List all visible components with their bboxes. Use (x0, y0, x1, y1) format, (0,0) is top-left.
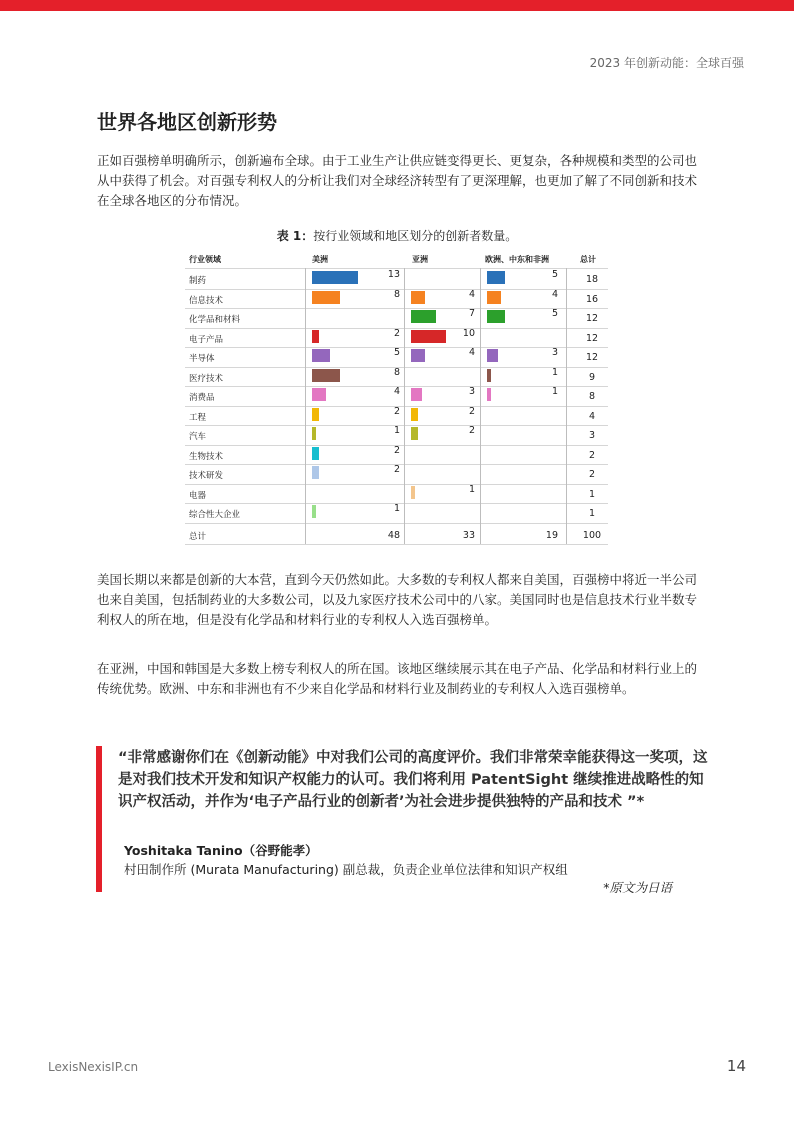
page-number: 14 (726, 1057, 746, 1075)
row-label: 汽车 (189, 432, 207, 442)
bar-emea (487, 271, 505, 284)
total-asia: 33 (462, 530, 475, 541)
bar-asia (411, 349, 425, 362)
quote-author: Yoshitaka Tanino（谷野能孝） (124, 843, 318, 858)
row-label: 生物技术 (189, 451, 224, 462)
value-asia: 3 (468, 386, 475, 397)
row-label: 半导体 (189, 354, 215, 364)
quote-note: *原文为日语 (603, 880, 672, 895)
column-divider (480, 268, 481, 544)
bar-asia (411, 486, 415, 499)
bar-americas (312, 505, 316, 518)
row-total: 12 (585, 313, 599, 324)
header-sector: 行业领域 (189, 255, 221, 264)
bar-americas (312, 408, 319, 421)
row-divider (185, 523, 608, 524)
total-americas: 48 (387, 530, 400, 541)
value-americas: 5 (393, 347, 400, 358)
bar-americas (312, 427, 316, 440)
bar-emea (487, 291, 501, 304)
value-americas: 8 (393, 288, 400, 300)
total-all: 100 (582, 530, 602, 541)
value-asia: 4 (468, 347, 475, 358)
row-label: 电器 (189, 490, 207, 501)
quote-text: “非常感谢你们在《创新动能》中对我们公司的高度评价。我们非常荣幸能获得这一奖项，这是对我们技术开发和知识产权能力的认可。我们将利用 PatentSight 继续推进战略性的知识产权活动，并作为‘电子产品行业的创新者’为社会进步提供独特的产品和技术 ”* (118, 750, 708, 810)
bar-americas (312, 330, 319, 343)
row-label: 技术研发 (189, 471, 224, 481)
bar-emea (487, 310, 505, 323)
value-asia: 2 (468, 425, 475, 436)
row-total: 12 (585, 352, 599, 363)
column-divider (566, 268, 567, 544)
intro-paragraph: 正如百强榜单明确所示，创新遍布全球。由于工业生产让供应链变得更长、更复杂，各种规模和类型的公司也从中获得了机会。对百强专利权人的分析让我们对全球经济转型有了更深理解，也更加了解了不同创新和技术在全球各地区的分布情况。 (97, 153, 698, 208)
asia-emea-paragraph: 在亚洲，中国和韩国是大多数上榜专利权人的所在国。该地区继续展示其在电子产品、化学品和材料行业上的传统优势。欧洲、中东和非洲也有不少来自化学品和材料行业及制药业的专利权人入选百强榜单。 (97, 661, 698, 696)
value-emea: 4 (551, 288, 558, 300)
bar-americas (312, 271, 358, 284)
row-total: 12 (585, 332, 599, 344)
row-label: 电子产品 (189, 334, 224, 345)
value-americas: 8 (393, 366, 400, 378)
table-title-label: 表 1： (276, 229, 314, 243)
row-total: 8 (588, 391, 596, 402)
row-label: 消费品 (189, 393, 215, 403)
table-title-text: 按行业领域和地区划分的创新者数量。 (313, 229, 518, 243)
quote-accent-bar (96, 746, 102, 892)
row-total: 2 (588, 469, 596, 480)
total-emea: 19 (545, 530, 558, 541)
row-label: 信息技术 (189, 295, 224, 306)
total-row-label: 总计 (189, 532, 207, 542)
row-total: 1 (588, 508, 596, 519)
column-divider (404, 268, 405, 544)
row-divider (185, 484, 608, 485)
bar-asia (411, 408, 418, 421)
value-americas: 4 (393, 386, 400, 397)
header-americas: 美洲 (312, 255, 328, 264)
report-title-header: 2023 年创新动能：全球百强 (589, 56, 744, 70)
section-title: 世界各地区创新形势 (97, 110, 277, 134)
value-emea: 1 (551, 366, 558, 378)
row-total: 1 (588, 488, 596, 500)
bar-asia (411, 291, 425, 304)
value-americas: 1 (393, 425, 400, 436)
bar-americas (312, 369, 340, 382)
row-label: 综合性大企业 (189, 510, 241, 520)
header-asia: 亚洲 (412, 255, 428, 264)
row-total: 9 (588, 371, 596, 383)
bar-asia (411, 310, 436, 323)
value-emea: 5 (551, 308, 558, 319)
bar-asia (411, 427, 418, 440)
value-asia: 1 (468, 483, 475, 495)
quote-author-role: 村田制作所 (Murata Manufacturing) 副总裁，负责企业单位法律和知识产权组 (124, 862, 568, 877)
value-americas: 1 (393, 503, 400, 514)
value-emea: 5 (551, 269, 558, 280)
value-asia: 7 (468, 308, 475, 319)
value-americas: 13 (387, 269, 400, 280)
bar-asia (411, 388, 422, 401)
table-bottom-line (185, 544, 608, 545)
bar-asia (411, 330, 446, 343)
bar-americas (312, 291, 340, 304)
value-asia: 2 (468, 405, 475, 417)
value-americas: 2 (393, 327, 400, 339)
bar-americas (312, 466, 319, 479)
value-asia: 10 (462, 327, 475, 339)
column-divider (305, 268, 306, 544)
row-total: 4 (588, 410, 596, 422)
header-emea: 欧洲、中东和非洲 (485, 255, 549, 264)
bar-americas (312, 447, 319, 460)
row-label: 工程 (189, 412, 207, 423)
row-total: 16 (585, 293, 599, 305)
footer-site: LexisNexisIP.cn (48, 1060, 139, 1074)
value-americas: 2 (393, 464, 400, 475)
bar-emea (487, 369, 491, 382)
bar-americas (312, 349, 330, 362)
value-asia: 4 (468, 288, 475, 300)
bar-emea (487, 349, 498, 362)
header-total: 总计 (580, 255, 596, 264)
row-total: 18 (585, 274, 599, 285)
row-total: 2 (588, 449, 596, 461)
value-emea: 1 (551, 386, 558, 397)
value-americas: 2 (393, 444, 400, 456)
bar-emea (487, 388, 491, 401)
row-label: 医疗技术 (189, 373, 224, 384)
americas-paragraph: 美国长期以来都是创新的大本营，直到今天仍然如此。大多数的专利权人都来自美国，百强榜中将近一半公司也来自美国，包括制药业的大多数公司，以及九家医疗技术公司中的八家。美国同时也是信息技术行业半数专利权人的所在地，但是没有化学品和材料行业的专利权人入选百强榜单。 (97, 572, 698, 627)
row-label: 制药 (189, 276, 207, 286)
bar-americas (312, 388, 326, 401)
value-emea: 3 (551, 347, 558, 358)
value-americas: 2 (393, 405, 400, 417)
row-label: 化学品和材料 (189, 315, 241, 325)
row-total: 3 (588, 430, 596, 441)
